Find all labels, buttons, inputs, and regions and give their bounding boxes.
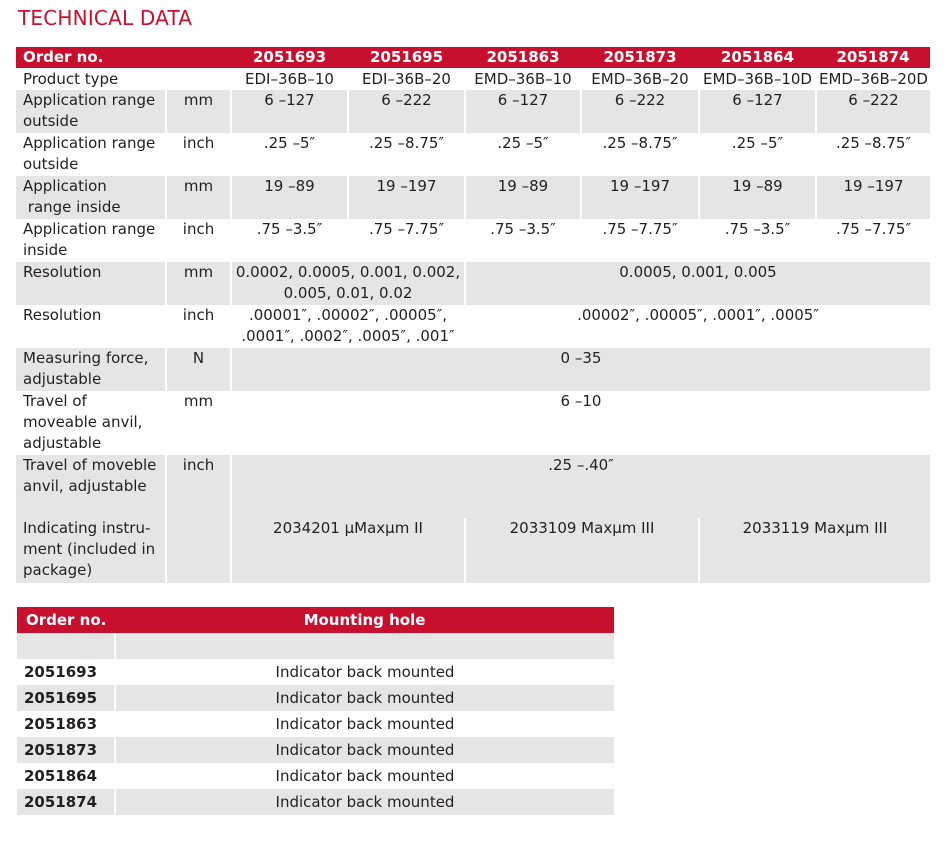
row-unit: inch — [166, 305, 231, 348]
table-row — [17, 659, 614, 685]
app-range-inside-inch-row — [16, 219, 930, 262]
row-label: Travel of moveable anvil, adjustable — [16, 391, 166, 455]
cell-value: .25 –8.75″ — [581, 133, 699, 176]
order-number: 2051874 — [17, 789, 115, 815]
cell-value: 0 –35 — [231, 348, 930, 391]
cell-value: .25 –5″ — [465, 133, 581, 176]
cell-value: 0.0002, 0.0005, 0.001, 0.002, 0.005, 0.01, 0.02 — [231, 262, 465, 305]
cell-value: .00001″, .00002″, .00005″, .0001″, .0002″, .0005″, .001″ — [231, 305, 465, 348]
cell-value: .75 –3.5″ — [231, 219, 348, 262]
table-row — [17, 763, 614, 789]
row-label: Resolution — [16, 262, 166, 305]
order-number: 2051863 — [465, 47, 581, 68]
cell-value: .75 –7.75″ — [816, 219, 930, 262]
row-label-line: Application — [23, 177, 107, 195]
cell-value: 6 –127 — [465, 90, 581, 133]
order-number: 2051864 — [17, 763, 115, 789]
empty-cell — [115, 633, 614, 659]
empty-cell — [17, 633, 115, 659]
cell-value: 2033119 Maxµm III — [699, 518, 930, 583]
resolution-inch-row — [16, 305, 930, 348]
header-row — [17, 607, 614, 633]
cell-value: EMD–36B–20 — [581, 68, 699, 90]
order-number: 2051864 — [699, 47, 816, 68]
cell-value: EMD–36B–20D — [816, 68, 930, 90]
cell-value: EDI–36B–10 — [231, 68, 348, 90]
row-label: Measuring force, adjustable — [16, 348, 166, 391]
order-number: 2051874 — [816, 47, 930, 68]
order-number: 2051863 — [17, 711, 115, 737]
mounting-hole-table — [17, 607, 614, 815]
row-unit: N — [166, 348, 231, 391]
cell-value: .25 –8.75″ — [348, 133, 465, 176]
cell-value: 6 –222 — [816, 90, 930, 133]
order-number: 2051695 — [348, 47, 465, 68]
cell-value: 2033109 Maxµm III — [465, 518, 699, 583]
cell-value: .75 –7.75″ — [581, 219, 699, 262]
table-row — [17, 685, 614, 711]
row-unit: mm — [166, 176, 231, 219]
product-type-row — [16, 68, 930, 90]
cell-value: 19 –197 — [348, 176, 465, 219]
order-no-header: Order no. — [16, 47, 231, 68]
app-range-outside-inch-row — [16, 133, 930, 176]
cell-value: 6 –222 — [581, 90, 699, 133]
row-unit: mm — [166, 262, 231, 305]
mounting-hole-value: Indicator back mounted — [115, 763, 614, 789]
cell-value: 19 –197 — [581, 176, 699, 219]
order-number: 2051693 — [17, 659, 115, 685]
travel-inch-row — [16, 455, 930, 518]
table-row — [17, 737, 614, 763]
order-number: 2051873 — [17, 737, 115, 763]
row-label: Application range outside — [16, 133, 166, 176]
row-unit: inch — [166, 133, 231, 176]
spacer-row — [17, 633, 614, 659]
resolution-mm-row — [16, 262, 930, 305]
cell-value: 19 –197 — [816, 176, 930, 219]
app-range-inside-mm-row — [16, 176, 930, 219]
table-row — [17, 789, 614, 815]
mounting-hole-value: Indicator back mounted — [115, 711, 614, 737]
row-label-line: range inside — [27, 198, 121, 216]
order-number: 2051873 — [581, 47, 699, 68]
cell-value: EMD–36B–10D — [699, 68, 816, 90]
row-unit — [166, 518, 231, 583]
cell-value: .75 –7.75″ — [348, 219, 465, 262]
cell-value: 6 –10 — [231, 391, 930, 455]
cell-value: 0.0005, 0.001, 0.005 — [465, 262, 930, 305]
order-number: 2051693 — [231, 47, 348, 68]
cell-value: .75 –3.5″ — [699, 219, 816, 262]
header-row — [16, 47, 930, 68]
order-no-header: Order no. — [17, 607, 115, 633]
mounting-hole-value: Indicator back mounted — [115, 685, 614, 711]
page-title: TECHNICAL DATA — [18, 6, 193, 30]
cell-value: .75 –3.5″ — [465, 219, 581, 262]
cell-value: 19 –89 — [465, 176, 581, 219]
row-label: Resolution — [16, 305, 166, 348]
table-row — [17, 711, 614, 737]
technical-data-table — [16, 47, 930, 583]
cell-value: 6 –127 — [699, 90, 816, 133]
row-unit: mm — [166, 391, 231, 455]
row-label: Application range outside — [16, 90, 166, 133]
cell-value: .25 –5″ — [699, 133, 816, 176]
cell-value: .00002″, .00005″, .0001″, .0005″ — [465, 305, 930, 348]
cell-value: 6 –127 — [231, 90, 348, 133]
row-label: Product type — [16, 68, 166, 90]
cell-value: EMD–36B–10 — [465, 68, 581, 90]
mounting-hole-header: Mounting hole — [115, 607, 614, 633]
cell-value: .25 –5″ — [231, 133, 348, 176]
row-unit: inch — [166, 219, 231, 262]
cell-value: 19 –89 — [231, 176, 348, 219]
row-label: Application range inside — [16, 219, 166, 262]
row-label — [16, 176, 166, 219]
app-range-outside-mm-row — [16, 90, 930, 133]
cell-value: 2034201 µMaxµm II — [231, 518, 465, 583]
cell-value: EDI–36B–20 — [348, 68, 465, 90]
cell-value: 6 –222 — [348, 90, 465, 133]
travel-mm-row — [16, 391, 930, 455]
indicator-row — [16, 518, 930, 583]
row-unit: inch — [166, 455, 231, 518]
mounting-hole-value: Indicator back mounted — [115, 659, 614, 685]
cell-value: 19 –89 — [699, 176, 816, 219]
order-number: 2051695 — [17, 685, 115, 711]
row-label: Travel of moveble anvil, adjustable — [16, 455, 166, 518]
row-unit — [166, 68, 231, 90]
row-unit: mm — [166, 90, 231, 133]
mounting-hole-value: Indicator back mounted — [115, 789, 614, 815]
mounting-hole-value: Indicator back mounted — [115, 737, 614, 763]
measuring-force-row — [16, 348, 930, 391]
cell-value: .25 –.40″ — [231, 455, 930, 518]
row-label: Indicating instru- ment (included in package) — [16, 518, 166, 583]
cell-value: .25 –8.75″ — [816, 133, 930, 176]
